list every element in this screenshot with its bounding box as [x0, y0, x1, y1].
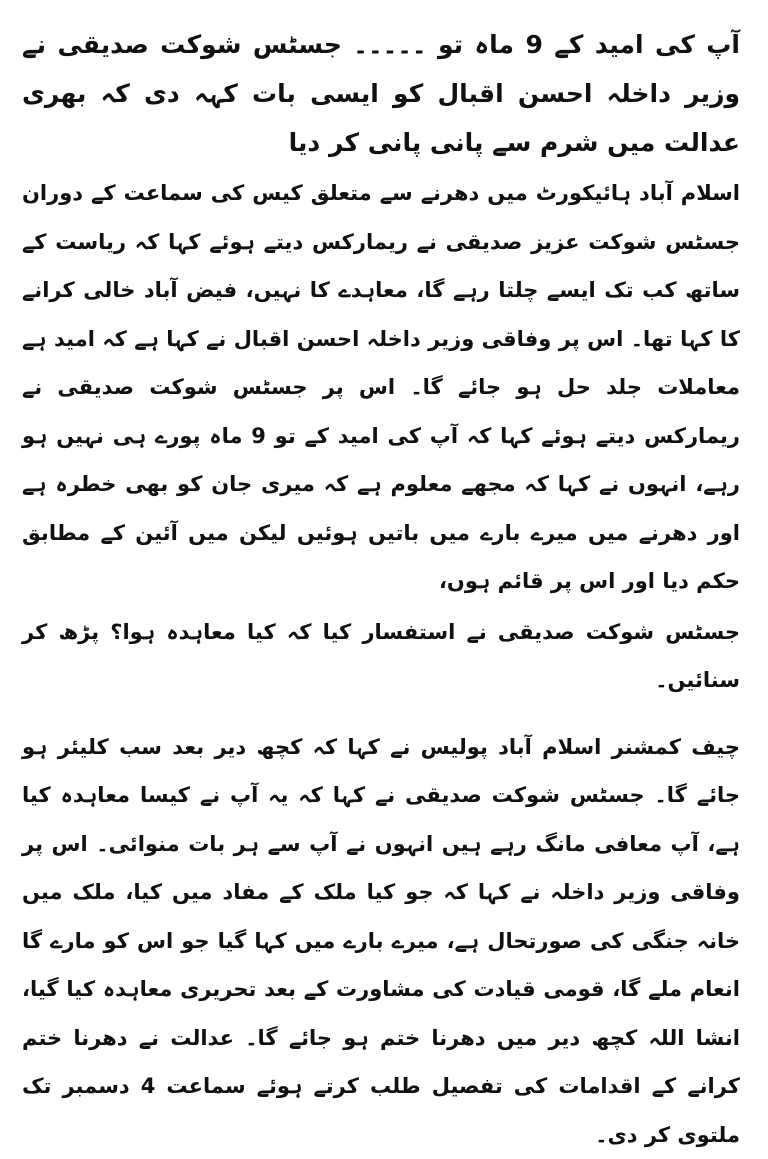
- article-paragraph-3: چیف کمشنر اسلام آباد پولیس نے کہا کہ کچھ دیر بعد سب کلیئر ہو جائے گا۔ جسٹس شوکت صدیقی نے کہا کہ یہ آپ نے کیسا معاہدہ کیا ہے، آپ معافی مانگ رہے ہیں انہوں نے آپ سے ہر بات منوائی۔ اس پر وفاقی وزیر داخلہ نے کہا کہ جو کیا ملک کے مفاد میں کیا، ملک میں خانہ جنگی کی صورتحال ہے، میرے بارے میں کہا گیا جو اس کو مارے گا انعام ملے گا، قومی قیادت کی مشاورت کے بعد تحریری معاہدہ کیا گیا، انشا اللہ کچھ دیر میں دھرنا ختم ہو جائے گا۔ عدالت نے دھرنا ختم کرانے کے اقدامات کی تفصیل طلب کرتے ہوئے سماعت 4 دسمبر تک ملتوی کر دی۔: [22, 723, 740, 1159]
- article-paragraph-1: اسلام آباد ہائیکورٹ میں دھرنے سے متعلق کیس کی سماعت کے دوران جسٹس شوکت عزیز صدیقی نے ریمارکس دیتے ہوئے کہا کہ ریاست کے ساتھ کب تک ایسے چلتا رہے گا، معاہدے کا نہیں، فیض آباد خالی کرانے کا کہا تھا۔ اس پر وفاقی وزیر داخلہ احسن اقبال نے کہا ہے کہ امید ہے معاملات جلد حل ہو جائے گا۔ اس پر جسٹس شوکت صدیقی نے ریمارکس دیتے ہوئے کہا کہ آپ کی امید کے تو 9 ماہ پورے ہی نہیں ہو رہے، انہوں نے کہا کہ مجھے معلوم ہے کہ میری جان کو بھی خطرہ ہے اور دھرنے میں میرے بارے میں باتیں ہوئیں لیکن میں آئین کے مطابق حکم دیا اور اس پر قائم ہوں،: [22, 169, 740, 606]
- article-headline: آپ کی امید کے 9 ماہ تو ۔۔۔۔۔ جسٹس شوکت صدیقی نے وزیر داخلہ احسن اقبال کو ایسی بات کہہ دی کہ بھری عدالت میں شرم سے پانی پانی کر دیا: [22, 20, 740, 167]
- article-paragraph-2: جسٹس شوکت صدیقی نے استفسار کیا کہ کیا معاہدہ ہوا؟ پڑھ کر سنائیں۔: [22, 608, 740, 705]
